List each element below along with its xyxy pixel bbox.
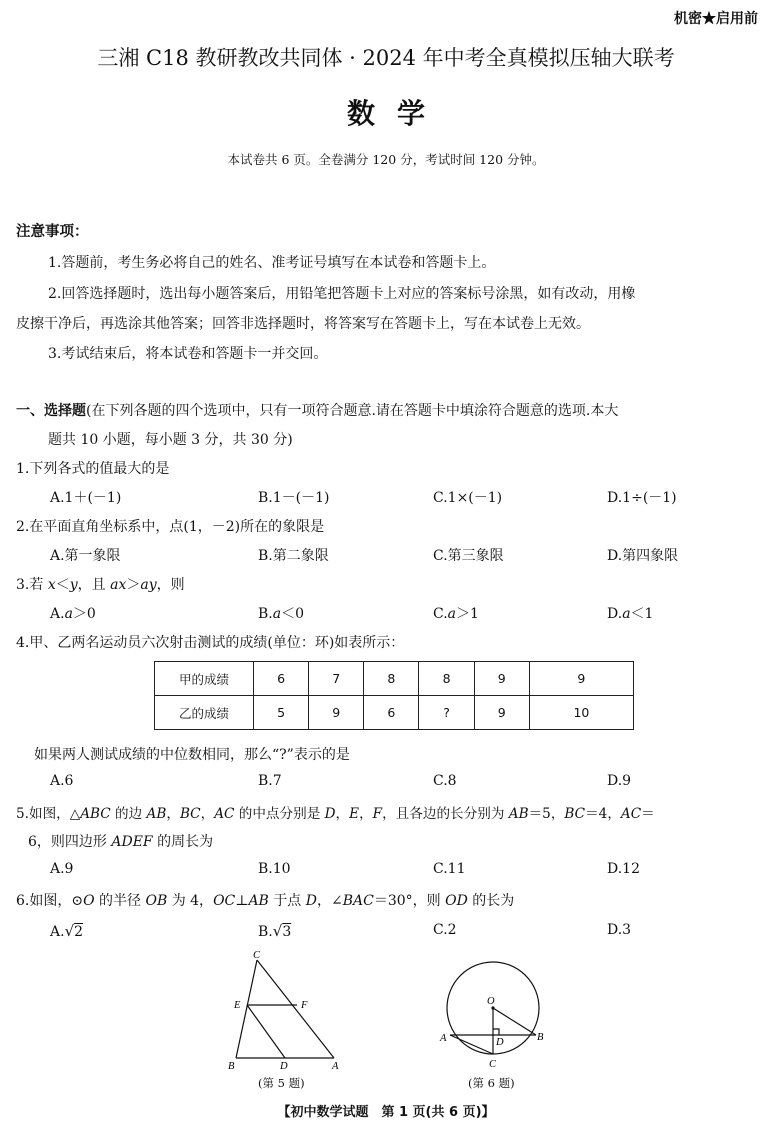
q1-option-b: B.1－(－1) [258,490,330,506]
segment-AC [450,1035,493,1054]
q6-option-d: D.3 [607,922,632,938]
q2-option-b: B.第二象限 [258,548,329,564]
table-row [155,696,634,730]
q4-option-a: A.6 [50,773,74,789]
point-label: E [234,1000,241,1011]
table-cell: 7 [309,662,364,696]
table-cell: 9 [474,696,529,730]
question-5-stem-cont: 6，则四边形 ADEF 的周长为 [28,834,214,850]
question-2-stem: 2.在平面直角坐标系中，点(1，－2)所在的象限是 [16,519,325,535]
note-item-2-cont: 皮擦干净后，再选涂其他答案；回答非选择题时，将答案写在答题卡上，写在本试卷上无效。 [16,316,590,332]
q1-option-c: C.1×(－1) [433,490,503,506]
table-cell: 9 [529,662,633,696]
right-angle-mark [493,1029,499,1035]
q3-option-a: A.a＞0 [50,606,96,622]
table-cell: 6 [254,662,309,696]
table-row [155,662,634,696]
q3-option-d: D.a＜1 [607,606,654,622]
q6-option-c: C.2 [433,922,457,938]
edge-CA [257,960,334,1058]
point-label: C [489,1059,497,1070]
q2-option-a: A.第一象限 [50,548,121,564]
table-cell: 9 [309,696,364,730]
question-1-stem: 1.下列各式的值最大的是 [16,461,170,477]
exam-intro: 本试卷共 6 页。全卷满分 120 分，考试时间 120 分钟。 [227,152,545,167]
point-label: O [487,996,495,1007]
figure-5-caption: (第 5 题) [258,1076,305,1090]
q3-option-b: B.a＜0 [258,606,305,622]
confidential-mark: 机密★启用前 [674,11,758,27]
note-item-2: 2.回答选择题时，选出每小题答案后，用铅笔把答题卡上对应的答案标号涂黑，如有改动，用橡 [48,286,636,302]
point-label: C [253,950,261,961]
q2-option-d: D.第四象限 [607,548,679,564]
point-label: B [537,1032,544,1043]
q5-option-c: C.11 [433,861,466,877]
q5-option-b: B.10 [258,861,291,877]
q4-option-b: B.7 [258,773,282,789]
page-footer: 【初中数学试题 第 1 页(共 6 页)】 [277,1105,495,1120]
table-row-label: 乙的成绩 [155,696,254,730]
q2-option-c: C.第三象限 [433,548,504,564]
question-4-question: 如果两人测试成绩的中位数相同，那么“?”表示的是 [34,747,350,763]
q4-option-d: D.9 [607,773,632,789]
question-4-stem: 4.甲、乙两名运动员六次射击测试的成绩(单位：环)如表所示： [16,635,405,651]
question-6-stem: 6.如图，⊙O 的半径 OB 为 4，OC⊥AB 于点 D，∠BAC＝30°，则 OD 的长为 [16,893,515,909]
q5-option-a: A.9 [50,861,74,877]
section-1-desc: (在下列各题的四个选项中，只有一项符合题意.请在答题卡中填涂符合题意的选项.本大 [86,403,619,419]
q6-option-b: B.√3 [258,922,292,940]
point-label: F [301,1000,308,1011]
q4-option-c: C.8 [433,773,457,789]
q6-option-a: A.√2 [50,922,84,940]
q1-option-d: D.1÷(－1) [607,490,677,506]
table-row-label: 甲的成绩 [155,662,254,696]
table-cell: 5 [254,696,309,730]
segment-ED [247,1005,285,1058]
section-1-desc-cont: 题共 10 小题，每小题 3 分，共 30 分) [48,432,293,448]
q1-option-a: A.1＋(－1) [50,490,122,506]
q3-option-c: C.a＞1 [433,606,479,622]
point-label: A [332,1061,339,1072]
table-cell: 8 [419,662,474,696]
exam-title: 三湘 C18 教研教改共同体 · 2024 年中考全真模拟压轴大联考 [97,46,675,70]
figure-6-caption: (第 6 题) [468,1076,515,1090]
section-1-intro [16,400,618,420]
subject-title: 数学 [346,97,447,130]
table-cell: 9 [474,662,529,696]
question-3-stem: 3.若 x＜y，且 ax＞ay，则 [16,577,185,593]
question-5-stem: 5.如图，△ABC 的边 AB，BC，AC 的中点分别是 D，E，F，且各边的长分别为 AB＝5，BC＝4，AC＝ [16,806,655,822]
section-1-heading: 一、选择题 [16,403,86,419]
table-cell: 10 [529,696,633,730]
figure-5-triangle [222,948,352,1076]
table-cell: 8 [364,662,419,696]
table-cell: 6 [364,696,419,730]
notes-heading: 注意事项： [16,224,89,240]
point-label: D [280,1061,288,1072]
figure-6-circle [436,952,551,1074]
note-item-3: 3.考试结束后，将本试卷和答题卡一并交回。 [48,346,328,362]
score-table [154,661,634,730]
table-cell: ? [419,696,474,730]
q5-option-d: D.12 [607,861,640,877]
note-item-1: 1.答题前，考生务必将自己的姓名、准考证号填写在本试卷和答题卡上。 [48,255,496,271]
point-label: B [228,1061,235,1072]
point-label: D [496,1037,504,1048]
point-label: A [440,1033,447,1044]
